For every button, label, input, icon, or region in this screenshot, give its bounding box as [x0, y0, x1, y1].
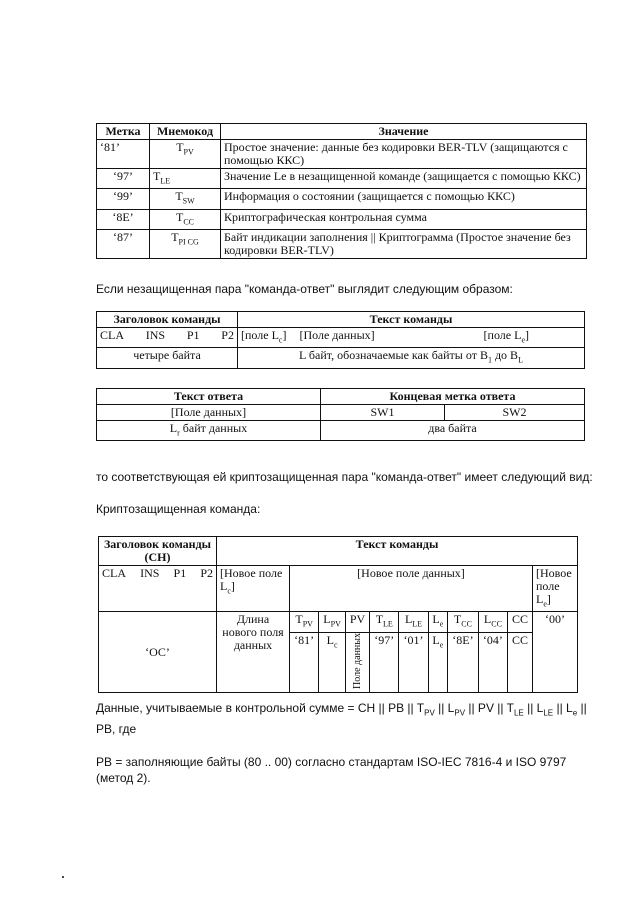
col-sub: PV — [302, 619, 313, 629]
paragraph-protected-pair: то соответствующая ей криптозащищенная пара "команда-ответ" имеет следующий вид: — [96, 470, 593, 484]
paragraph-unprotected-pair: Если незащищенная пара "команда-ответ" выглядит следующим образом: — [96, 282, 513, 296]
mnemonic-sub: SW — [182, 196, 195, 206]
mnemonic-text: T — [171, 230, 179, 245]
new-lc-text: [Новое поле L — [220, 566, 283, 593]
padding-line: PB = заполняющие байты (80 .. 00) согласно стандартам ISO-IEC 7816-4 и ISO 9797 — [96, 755, 567, 769]
val-le — [428, 632, 447, 692]
lc-sub: c — [333, 640, 338, 650]
tag-text: ‘99’ — [113, 189, 133, 204]
mnemonic-text: T — [175, 189, 183, 204]
checksum-sub: LE — [513, 708, 524, 718]
value-header: Значение — [221, 124, 587, 140]
new-le-sub: e — [543, 599, 547, 609]
col-cc — [508, 612, 533, 632]
tag-text: ‘81’ — [100, 140, 120, 154]
table-row — [97, 189, 587, 209]
header-bytes-cell — [97, 328, 238, 348]
tag-cell — [97, 209, 150, 229]
four-bytes-cell: четыре байта — [97, 348, 238, 368]
checksum-part: || PV || T — [465, 701, 514, 715]
checksum-part: PB, где — [96, 722, 137, 737]
col-tcc — [448, 612, 479, 632]
paragraph-checksum-data — [96, 700, 596, 737]
oc-cell — [99, 612, 217, 692]
val-01: ‘01’ — [399, 632, 428, 692]
col-text: L — [404, 612, 413, 627]
le-field — [484, 329, 529, 346]
lc-field — [241, 328, 287, 345]
mnemonic-header: Мнемокод — [150, 124, 221, 140]
new-le-text: [Новое поле L — [536, 566, 572, 606]
cla-label: CLA — [102, 566, 126, 580]
new-lc-cell — [217, 566, 290, 612]
tag-header: Метка — [97, 124, 150, 140]
col-text: CC — [512, 612, 529, 627]
command-table — [96, 311, 585, 369]
value-cell: Информация о состоянии (защищается с помощью ККС) — [221, 189, 587, 209]
response-table — [96, 388, 585, 441]
ins-label: INS — [140, 566, 160, 580]
mnemonic-cell — [150, 140, 221, 169]
col-tpv — [290, 612, 319, 632]
tag-table — [96, 123, 587, 259]
checksum-part: || — [577, 701, 587, 715]
command-text-title: Текст команды — [238, 312, 585, 328]
paragraph-padding-bytes — [96, 754, 616, 786]
response-text-title: Текст ответа — [97, 389, 321, 405]
mnemonic-text: T — [176, 140, 184, 154]
col-lpv — [319, 612, 346, 632]
col-lle — [399, 612, 428, 632]
lr-rest: байт данных — [179, 421, 248, 435]
checksum-sub: PV — [424, 708, 435, 718]
table-row — [97, 230, 587, 259]
lc-sub: c — [278, 335, 283, 345]
tag-cell — [97, 140, 150, 169]
lc-text: L — [326, 632, 334, 647]
val-04: ‘04’ — [478, 632, 507, 692]
mnemonic-cell — [150, 209, 221, 229]
paragraph-protected-command: Криптозащищенная команда: — [96, 502, 261, 516]
col-sub: LE — [412, 619, 423, 629]
new-le-cell — [533, 566, 578, 612]
col-text: T — [375, 612, 384, 627]
lr-sub: r — [177, 428, 180, 438]
protected-command-table — [98, 536, 578, 693]
mnemonic-cell — [150, 189, 221, 209]
lc-text: [поле L — [241, 328, 279, 342]
tag-text: ‘8E’ — [112, 209, 134, 224]
col-text: L — [323, 612, 331, 627]
col-sub: CC — [461, 619, 472, 629]
l-bytes-sub2: L — [518, 355, 523, 365]
le-value-cell: ‘00’ — [533, 612, 578, 692]
checksum-sub: e — [572, 708, 578, 718]
val-97: ‘97’ — [370, 632, 399, 692]
le-text: L — [432, 632, 440, 647]
data-field: [Поле данных] — [299, 328, 375, 342]
p1-label: P1 — [173, 566, 187, 580]
l-bytes-mid: до B — [491, 348, 519, 363]
length-new-data-cell: Длина нового поля данных — [217, 612, 290, 692]
col-sub: PV — [330, 619, 341, 629]
command-header-title: Заголовок команды — [97, 312, 238, 328]
table-row — [97, 140, 587, 169]
ch-header-title: Заголовок команды (CH) — [99, 537, 217, 566]
col-pv — [345, 612, 369, 632]
oc-text: ‘OC’ — [145, 644, 170, 659]
col-text: T — [295, 612, 303, 627]
ch-bytes-cell — [99, 566, 217, 612]
l-bytes-text: L байт, обозначаемые как байты от B — [299, 348, 488, 363]
table-row — [97, 209, 587, 229]
le-text: [поле L — [483, 328, 522, 342]
checksum-part: || L — [523, 701, 544, 715]
tag-text: ‘97’ — [113, 169, 133, 183]
tag-cell — [97, 230, 150, 259]
col-sub: LE — [383, 619, 393, 629]
value-cell: Значение Le в незащищенной команде (защищается с помощью ККС) — [221, 169, 587, 189]
val-cc: CC — [508, 632, 533, 692]
checksum-part: Данные, учитываемые в контрольной сумме = CH || PB || T — [96, 701, 425, 715]
ins-label: INS — [145, 328, 166, 342]
col-le — [428, 612, 447, 632]
p2-label: P2 — [200, 566, 213, 580]
new-lc-end: ] — [230, 579, 235, 593]
val-8e: ‘8E’ — [448, 632, 479, 692]
protected-command-text-title: Текст команды — [217, 537, 578, 566]
padding-line: (метод 2). — [96, 771, 151, 785]
mnemonic-cell — [150, 169, 221, 189]
checksum-sub: PV — [454, 708, 466, 718]
new-lc-sub: c — [227, 586, 231, 596]
cla-label: CLA — [100, 328, 124, 342]
two-bytes-cell: два байта — [321, 421, 585, 441]
col-text: PV — [349, 612, 366, 627]
lc-end: ] — [282, 328, 287, 342]
sw2-cell: SW2 — [445, 405, 585, 421]
col-lcc — [478, 612, 507, 632]
table-row — [97, 169, 587, 189]
le-sub: e — [439, 640, 444, 650]
sw1-cell: SW1 — [321, 405, 445, 421]
l-bytes-sub1: 1 — [487, 355, 492, 365]
mnemonic-sub: LE — [160, 176, 171, 186]
mnemonic-text: T — [153, 169, 161, 183]
val-lc — [319, 632, 346, 692]
data-field-vertical: Поле данных — [351, 632, 363, 689]
l-bytes-cell — [238, 348, 585, 368]
value-cell: Байт индикации заполнения || Криптограмма (Простое значение без кодировки BER-TLV) — [221, 230, 587, 259]
mnemonic-sub: PI CG — [178, 237, 199, 247]
le-sub: e — [521, 335, 525, 345]
p1-label: P1 — [186, 328, 200, 342]
mnemonic-cell — [150, 230, 221, 259]
val-81: ‘81’ — [290, 632, 319, 692]
checksum-part: || L — [434, 701, 455, 715]
value-cell: Криптографическая контрольная сумма — [221, 209, 587, 229]
response-data-field: [Поле данных] — [97, 405, 321, 421]
lr-text: L — [169, 421, 178, 435]
tag-text: ‘87’ — [113, 230, 133, 245]
tag-cell — [97, 189, 150, 209]
trailer-title: Концевая метка ответа — [321, 389, 585, 405]
col-text: L — [483, 612, 492, 627]
mnemonic-sub: CC — [183, 217, 194, 227]
checksum-sub: LE — [543, 708, 554, 718]
new-le-end: ] — [546, 592, 551, 606]
val-data-field — [345, 632, 369, 692]
col-sub: e — [439, 619, 444, 629]
le-end: ] — [525, 328, 529, 342]
command-fields-cell — [238, 328, 585, 348]
checksum-part: || L — [553, 701, 573, 715]
new-data-cell: [Новое поле данных] — [290, 566, 533, 612]
col-text: L — [432, 612, 440, 627]
value-cell: Простое значение: данные без кодировки BER-TLV (защищаются с помощью ККС) — [221, 140, 587, 169]
p2-label: P2 — [221, 328, 234, 342]
page-mark — [62, 876, 64, 878]
col-tle — [370, 612, 399, 632]
lr-bytes-cell — [97, 421, 321, 441]
col-text: T — [453, 612, 462, 627]
mnemonic-text: T — [175, 209, 184, 224]
mnemonic-sub: PV — [183, 147, 194, 157]
col-sub: CC — [491, 619, 502, 629]
tag-cell — [97, 169, 150, 189]
